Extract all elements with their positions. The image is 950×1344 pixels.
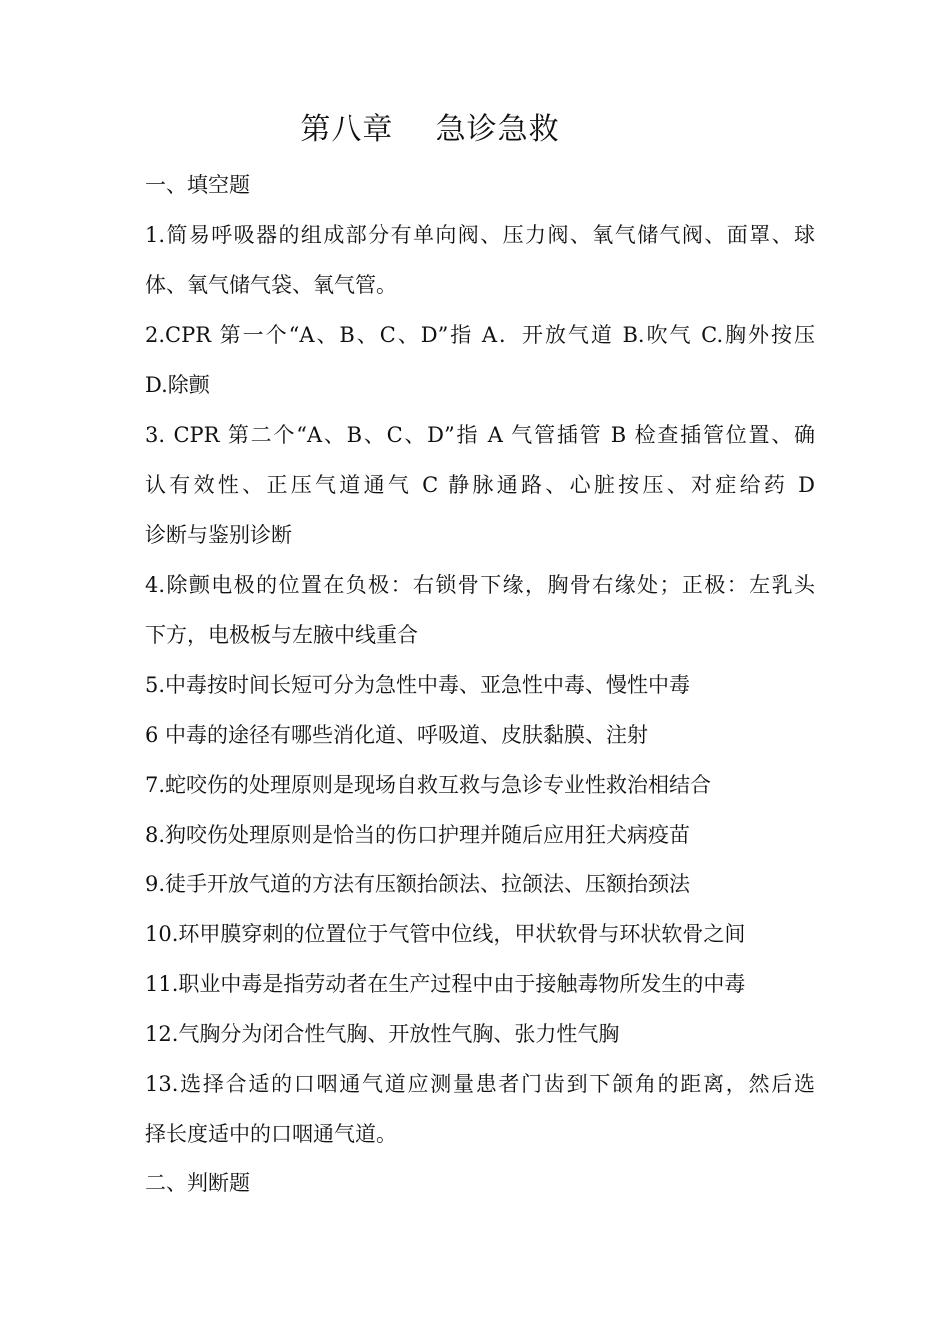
question-13-line-2: 择长度适中的口咽通气道。 — [145, 1122, 397, 1146]
question-8: 8.狗咬伤处理原则是恰当的伤口护理并随后应用狂犬病疫苗 — [145, 823, 691, 847]
question-10: 10.环甲膜穿刺的位置位于气管中位线，甲状软骨与环状软骨之间 — [145, 922, 746, 946]
question-7: 7.蛇咬伤的处理原则是现场自救互救与急诊专业性救治相结合 — [145, 773, 712, 797]
question-4-line-2: 下方，电极板与左腋中线重合 — [145, 623, 418, 647]
question-3-line-2: 认有效性、正压气道通气 C 静脉通路、心脏按压、对症给药 D — [145, 473, 815, 497]
question-3-line-1: 3. CPR 第二个“A、B、C、D”指 A 气管插管 B 检查插管位置、确 — [145, 423, 815, 447]
question-2-line-1: 2.CPR 第一个“A、B、C、D”指 A．开放气道 B.吹气 C.胸外按压 — [145, 323, 815, 347]
question-9: 9.徒手开放气道的方法有压额抬颌法、拉颌法、压额抬颈法 — [145, 872, 691, 896]
question-12: 12.气胸分为闭合性气胸、开放性气胸、张力性气胸 — [145, 1022, 620, 1046]
question-1-line-2: 体、氧气储气袋、氧气管。 — [145, 273, 397, 297]
question-13-line-1: 13.选择合适的口咽通气道应测量患者门齿到下颌角的距离，然后选 — [145, 1072, 815, 1096]
section-heading-true-false: 二、判断题 — [145, 1171, 250, 1195]
question-3-line-3: 诊断与鉴别诊断 — [145, 523, 292, 547]
section-heading-fill-in: 一、填空题 — [145, 173, 250, 197]
question-2-line-2: D.除颤 — [145, 373, 210, 397]
question-11: 11.职业中毒是指劳动者在生产过程中由于接触毒物所发生的中毒 — [145, 972, 746, 996]
chapter-title: 第八章 急诊急救 — [300, 112, 560, 147]
question-6: 6 中毒的途径有哪些消化道、呼吸道、皮肤黏膜、注射 — [145, 723, 649, 747]
question-5: 5.中毒按时间长短可分为急性中毒、亚急性中毒、慢性中毒 — [145, 673, 691, 697]
question-4-line-1: 4.除颤电极的位置在负极：右锁骨下缘，胸骨右缘处；正极：左乳头 — [145, 573, 815, 597]
question-1-line-1: 1.简易呼吸器的组成部分有单向阀、压力阀、氧气储气阀、面罩、球 — [145, 223, 815, 247]
